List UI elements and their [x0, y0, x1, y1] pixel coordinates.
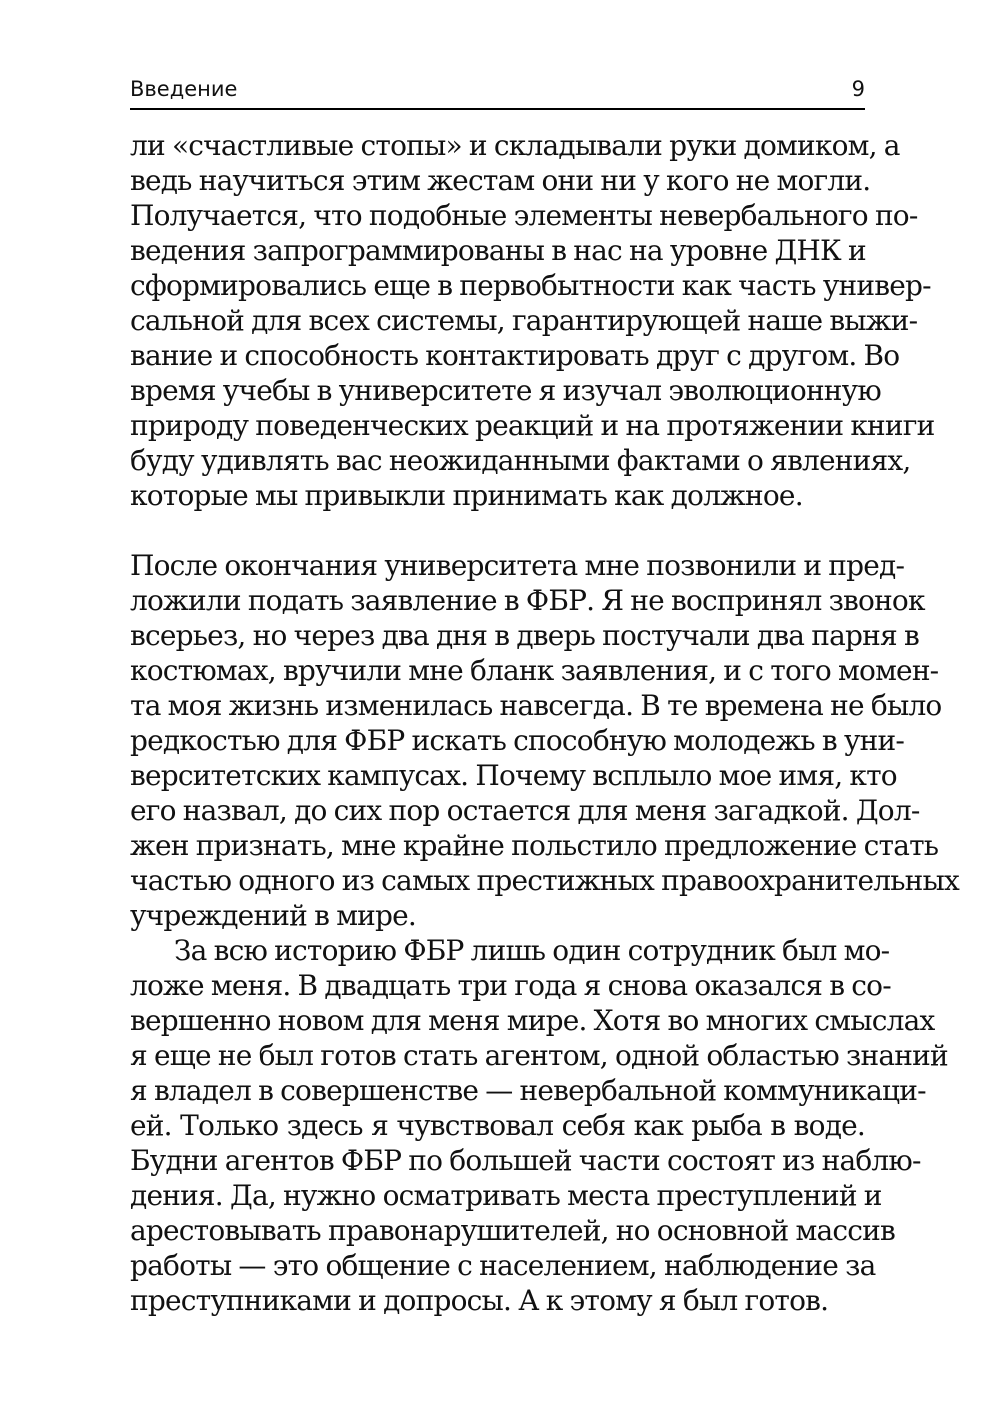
text-line: та моя жизнь изменилась навсегда. В те времена не было	[130, 689, 942, 722]
text-line: его назвал, до сих пор остается для меня загадкой. Дол-	[130, 794, 920, 827]
paragraph-gap	[130, 513, 865, 548]
text-line: ей. Только здесь я чувствовал себя как рыба в воде.	[130, 1109, 865, 1142]
text-line: преступниками и допросы. А к этому я был готов.	[130, 1284, 829, 1317]
body-text	[130, 128, 960, 1318]
text-line: время учебы в университете я изучал эволюционную	[130, 374, 881, 407]
text-line: верситетских кампусах. Почему всплыло мое имя, кто	[130, 759, 897, 792]
paragraph	[130, 933, 948, 1318]
text-line: ложе меня. В двадцать три года я снова оказался в со-	[130, 969, 891, 1002]
text-line: которые мы привыкли принимать как должное.	[130, 479, 803, 512]
text-line: редкостью для ФБР искать способную молодежь в уни-	[130, 724, 905, 757]
text-line: учреждений в мире.	[130, 899, 417, 932]
text-line: ведь научиться этим жестам они ни у кого не могли.	[130, 164, 871, 197]
text-line: арестовывать правонарушителей, но основной массив	[130, 1214, 895, 1247]
text-line: сальной для всех системы, гарантирующей наше выжи-	[130, 304, 918, 337]
text-line: вершенно новом для меня мире. Хотя во многих смыслах	[130, 1004, 935, 1037]
paragraph	[130, 548, 960, 933]
paragraph	[130, 128, 935, 513]
text-line: всерьез, но через два дня в дверь постучали два парня в	[130, 619, 919, 652]
text-line: После окончания университета мне позвонили и пред-	[130, 549, 905, 582]
text-line: ли «счастливые стопы» и складывали руки домиком, а	[130, 129, 900, 162]
text-line: ведения запрограммированы в нас на уровне ДНК и	[130, 234, 866, 267]
text-line: я еще не был готов стать агентом, одной областью знаний	[130, 1039, 948, 1072]
text-line: жен признать, мне крайне польстило предложение стать	[130, 829, 939, 862]
page-number: 9	[851, 77, 865, 101]
text-line: костюмах, вручили мне бланк заявления, и с того момен-	[130, 654, 939, 687]
text-line: ложили подать заявление в ФБР. Я не воспринял звонок	[130, 584, 925, 617]
text-line: я владел в совершенстве — невербальной коммуникаци-	[130, 1074, 926, 1107]
text-line: сформировались еще в первобытности как часть универ-	[130, 269, 931, 302]
text-line: Будни агентов ФБР по большей части состоят из наблю-	[130, 1144, 921, 1177]
text-line: Получается, что подобные элементы невербального по-	[130, 199, 918, 232]
text-line: работы — это общение с населением, наблюдение за	[130, 1249, 876, 1282]
text-line: дения. Да, нужно осматривать места преступлений и	[130, 1179, 882, 1212]
chapter-title: Введение	[130, 77, 238, 101]
text-line: природу поведенческих реакций и на протяжении книги	[130, 409, 935, 442]
text-line: буду удивлять вас неожиданными фактами о явлениях,	[130, 444, 911, 477]
text-line: За всю историю ФБР лишь один сотрудник был мо-	[174, 934, 890, 967]
running-header	[130, 72, 865, 110]
text-line: частью одного из самых престижных правоохранительных	[130, 864, 960, 897]
text-line: вание и способность контактировать друг с другом. Во	[130, 339, 900, 372]
